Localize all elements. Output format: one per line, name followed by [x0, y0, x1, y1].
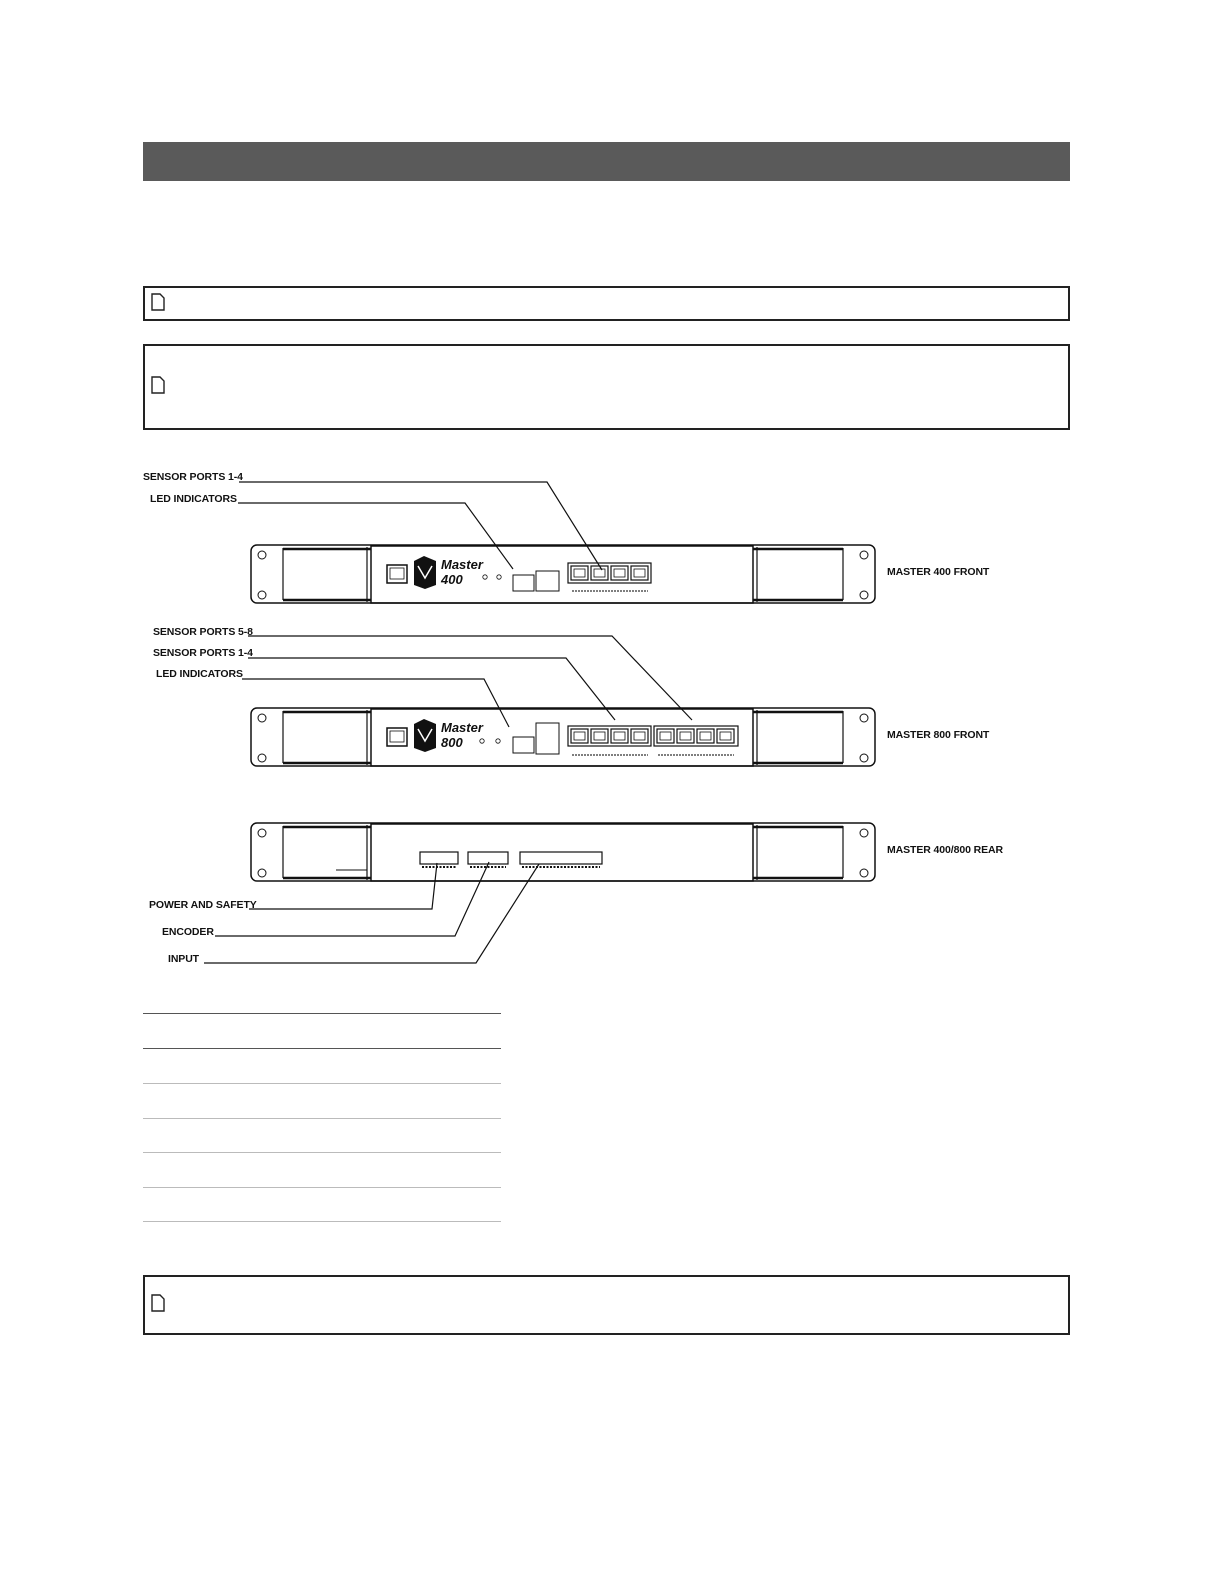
label-led-indicators-800: LED INDICATORS [156, 668, 243, 680]
label-led-indicators-400: LED INDICATORS [150, 493, 237, 505]
caption-master-rear: MASTER 400/800 REAR [887, 844, 1003, 856]
master-800-model-text: 800 [441, 735, 463, 750]
label-power-and-safety: POWER AND SAFETY [149, 899, 257, 911]
label-sensor-ports-5-8-800: SENSOR PORTS 5-8 [153, 626, 253, 638]
spec-table-rule [143, 1187, 501, 1188]
master-800-brand-text: Master [441, 720, 483, 735]
master-rear-unit [204, 823, 875, 963]
brand-logo-icon [414, 719, 436, 752]
spec-table-rule [143, 1221, 501, 1222]
spec-table-rule [143, 1048, 501, 1049]
spec-table-rule [143, 1083, 501, 1084]
master-800-front-unit [242, 636, 875, 766]
label-sensor-ports-1-4-400: SENSOR PORTS 1-4 [143, 471, 243, 483]
caption-master-400-front: MASTER 400 FRONT [887, 566, 990, 578]
label-input: INPUT [168, 953, 200, 965]
spec-table-rule [143, 1152, 501, 1153]
label-encoder: ENCODER [162, 926, 214, 938]
master-400-brand-text: Master [441, 557, 483, 572]
brand-logo-icon [414, 556, 436, 589]
caption-master-800-front: MASTER 800 FRONT [887, 729, 990, 741]
label-sensor-ports-1-4-800: SENSOR PORTS 1-4 [153, 647, 253, 659]
master-400-front-unit [238, 482, 875, 603]
master-400-model-text: 400 [441, 572, 463, 587]
spec-table-rule [143, 1013, 501, 1014]
spec-table-rule [143, 1118, 501, 1119]
